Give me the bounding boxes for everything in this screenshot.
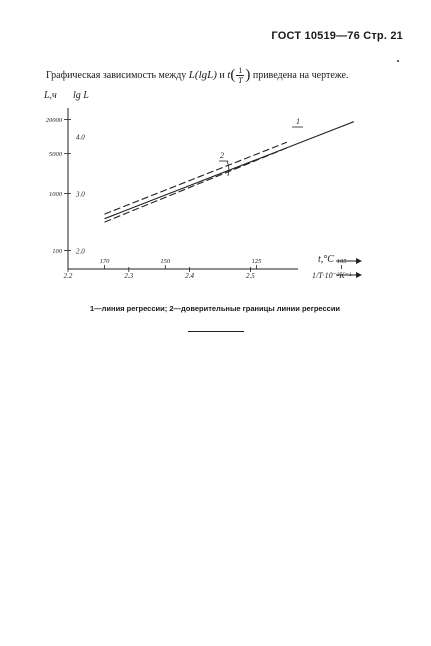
x-tick-label: 2.5 [246, 272, 255, 280]
temp-tick-label: 105 [336, 258, 347, 265]
series-label-2: 2 [220, 151, 224, 160]
left-axis-label: L,ч [44, 90, 57, 101]
regression-chart [0, 0, 431, 300]
x-tick-label: 2.2 [63, 272, 73, 280]
left-tick-label: 100 [52, 248, 62, 256]
paren-open: ( [230, 67, 236, 83]
temp-tick-label: 125 [251, 258, 262, 265]
x-tick-label: 2.3 [124, 272, 134, 280]
intro-before: Графическая зависимость между [46, 69, 187, 81]
end-rule [188, 331, 244, 332]
page-header: ГОСТ 10519—76 Стр. 21 [271, 30, 403, 42]
temp-tick-label: 150 [160, 258, 171, 265]
x-axis-arrowhead [356, 272, 362, 278]
x-axis-label: 1/T·10⁻³K⁻¹ [312, 271, 352, 280]
lg-tick-label: 3.0 [76, 190, 85, 199]
x-tick-label: 2.4 [185, 272, 194, 280]
temp-tick-label: 170 [99, 258, 110, 265]
left-tick-label: 20000 [45, 116, 62, 124]
lg-tick-label: 4.0 [76, 133, 85, 142]
lg-tick-label: 2.0 [76, 247, 85, 256]
function-t-prefix: t [227, 68, 231, 81]
figure-caption: 1—линия регрессии; 2—доверительные границы линии регрессии [90, 304, 341, 313]
series-2a-line [105, 142, 287, 214]
fraction-denominator: T [238, 76, 243, 85]
temp-axis-label: t,°C [318, 254, 334, 265]
series-label-1: 1 [296, 117, 300, 126]
label-2-pointer [227, 161, 229, 176]
series-layer [105, 122, 354, 222]
intro-conj: и [219, 69, 225, 81]
intro-after: приведена на чертеже. [252, 69, 349, 81]
lg-axis-label: lg L [73, 90, 89, 101]
paren-close: ) [245, 67, 251, 83]
left-tick-label: 1000 [49, 191, 62, 199]
fraction-numerator: 1 [238, 66, 243, 75]
temp-axis-arrowhead [356, 258, 362, 264]
function-L: L(lgL) [188, 68, 217, 81]
series-2b-line [105, 148, 287, 222]
left-tick-label: 5000 [49, 151, 62, 159]
